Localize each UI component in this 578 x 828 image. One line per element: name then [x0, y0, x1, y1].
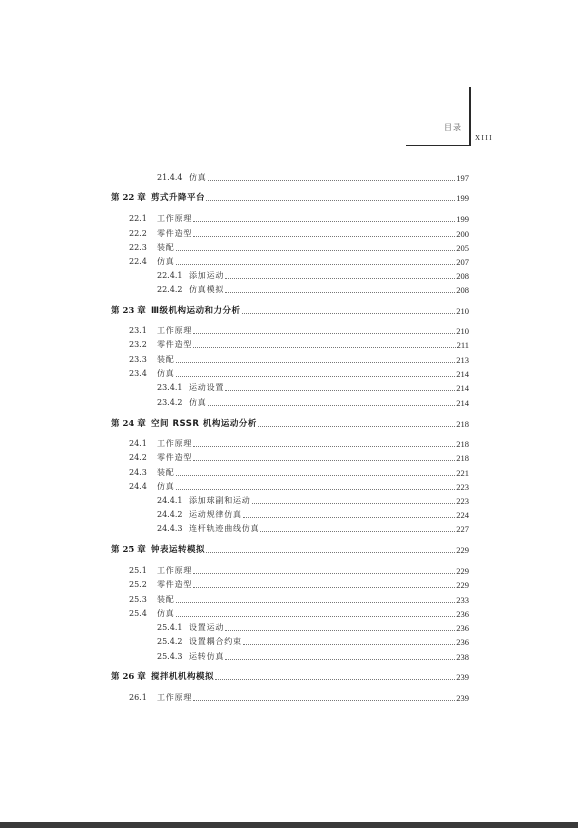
toc-entry-page: 233 [456, 595, 469, 605]
toc-entry-title: 装配 [157, 355, 175, 364]
toc-entry-page: 229 [456, 580, 469, 590]
toc-dot-leader [176, 250, 456, 251]
toc-section-entry [129, 212, 469, 226]
toc-section-entry [129, 451, 469, 465]
toc-entry-title: 工作原理 [157, 326, 193, 335]
toc-dot-leader [193, 347, 455, 348]
toc-entry-title: 装配 [157, 243, 175, 252]
toc-dot-leader [176, 489, 456, 490]
toc-entry-page: 199 [456, 214, 469, 224]
toc-dot-leader [176, 602, 456, 603]
toc-entry-page: 238 [456, 652, 469, 662]
toc-dot-leader [208, 180, 456, 181]
toc-entry-page: 236 [456, 637, 469, 647]
toc-dot-leader [225, 390, 455, 391]
toc-entry-title: 工作原理 [157, 439, 193, 448]
toc-entry-page: 199 [456, 193, 469, 203]
toc-dot-leader [225, 659, 455, 660]
toc-chapter-entry [111, 543, 469, 557]
toc-subsection-entry [157, 522, 469, 536]
toc-entry-number: 21.4.4 [157, 173, 183, 182]
toc-entry-page: 218 [456, 419, 469, 429]
toc-entry-title: Ⅲ级机构运动和力分析 [151, 306, 241, 316]
toc-entry-number: 25.4.1 [157, 623, 183, 632]
toc-subsection-entry [157, 621, 469, 635]
toc-entry-number: 24.4.2 [157, 510, 183, 519]
toc-entry-number: 24.4.3 [157, 524, 183, 533]
toc-entry-number: 23.4 [129, 369, 147, 378]
toc-entry-page: 211 [456, 340, 469, 350]
toc-dot-leader [176, 616, 456, 617]
toc-chapter-entry [111, 670, 469, 684]
toc-entry-title: 搅拌机机构模拟 [151, 672, 215, 682]
toc-entry-number: 22.3 [129, 243, 147, 252]
toc-entry-number: 24.1 [129, 439, 147, 448]
toc-entry-title: 零件造型 [157, 453, 193, 462]
toc-section-entry [129, 578, 469, 592]
toc-dot-leader [176, 475, 456, 476]
toc-entry-title: 装配 [157, 595, 175, 604]
toc-entry-page: 223 [456, 496, 469, 506]
toc-entry-title: 仿真 [189, 173, 207, 182]
toc-section-entry [129, 480, 469, 494]
toc-dot-leader [176, 362, 456, 363]
toc-entry-title: 装配 [157, 468, 175, 477]
toc-entry-page: 200 [456, 229, 469, 239]
toc-section-entry [129, 255, 469, 269]
toc-subsection-entry [157, 635, 469, 649]
toc-entry-number: 24.4 [129, 482, 147, 491]
toc-entry-title: 剪式升降平台 [151, 193, 206, 203]
toc-entry-title: 仿真 [157, 482, 175, 491]
toc-section-entry [129, 367, 469, 381]
page-number: XIII [475, 134, 494, 142]
toc-entry-number: 23.2 [129, 340, 147, 349]
toc-chapter-entry [111, 191, 469, 205]
toc-entry-title: 钟表运转模拟 [151, 545, 206, 555]
toc-entry-number: 第 25 章 [111, 545, 146, 555]
toc-subsection-entry [157, 171, 469, 185]
toc-entry-page: 218 [456, 439, 469, 449]
toc-entry-page: 214 [456, 383, 469, 393]
toc-chapter-entry [111, 417, 469, 431]
toc-entry-number: 24.3 [129, 468, 147, 477]
toc-entry-page: 210 [456, 326, 469, 336]
toc-section-entry [129, 241, 469, 255]
toc-chapter-entry [111, 304, 469, 318]
toc-entry-number: 25.4 [129, 609, 147, 618]
toc-dot-leader [225, 278, 455, 279]
toc-entry-page: 218 [456, 453, 469, 463]
toc-entry-number: 25.3 [129, 595, 147, 604]
toc-dot-leader [176, 264, 456, 265]
toc-entry-title: 连杆轨迹曲线仿真 [189, 524, 260, 533]
toc-entry-page: 205 [456, 243, 469, 253]
toc-entry-number: 25.1 [129, 566, 147, 575]
toc-entry-title: 运动设置 [189, 383, 225, 392]
toc-entry-title: 添加球副和运动 [189, 496, 251, 505]
toc-dot-leader [208, 405, 456, 406]
toc-dot-leader [176, 376, 456, 377]
toc-dot-leader [193, 221, 455, 222]
toc-subsection-entry [157, 283, 469, 297]
toc-dot-leader [260, 531, 455, 532]
toc-dot-leader [206, 200, 455, 201]
toc-entry-page: 227 [456, 524, 469, 534]
toc-dot-leader [243, 644, 455, 645]
toc-entry-page: 197 [456, 173, 469, 183]
toc-entry-page: 224 [456, 510, 469, 520]
toc-section-entry [129, 607, 469, 621]
toc-entry-page: 207 [456, 257, 469, 267]
toc-entry-number: 25.2 [129, 580, 147, 589]
toc-section-entry [129, 338, 469, 352]
toc-entry-title: 仿真 [189, 398, 207, 407]
toc-dot-leader [193, 460, 455, 461]
toc-dot-leader [225, 630, 455, 631]
running-header-title: 目录 [444, 123, 462, 132]
toc-entry-title: 仿真模拟 [189, 285, 225, 294]
toc-entry-number: 24.2 [129, 453, 147, 462]
toc-entry-page: 208 [456, 271, 469, 281]
toc-dot-leader [193, 587, 455, 588]
toc-entry-title: 零件造型 [157, 229, 193, 238]
toc-entry-page: 223 [456, 482, 469, 492]
toc-entry-title: 工作原理 [157, 214, 193, 223]
toc-entry-page: 239 [456, 693, 469, 703]
toc-entry-number: 23.3 [129, 355, 147, 364]
toc-entry-page: 210 [456, 306, 469, 316]
toc-dot-leader [193, 333, 455, 334]
toc-entry-number: 第 24 章 [111, 419, 146, 429]
toc-dot-leader [193, 446, 455, 447]
toc-entry-number: 25.4.3 [157, 652, 183, 661]
toc-section-entry [129, 466, 469, 480]
toc-entry-number: 22.4 [129, 257, 147, 266]
toc-section-entry [129, 437, 469, 451]
toc-entry-title: 运动规律仿真 [189, 510, 242, 519]
toc-dot-leader [215, 679, 455, 680]
toc-dot-leader [193, 573, 455, 574]
toc-subsection-entry [157, 508, 469, 522]
toc-entry-number: 23.1 [129, 326, 147, 335]
toc-entry-title: 工作原理 [157, 566, 193, 575]
toc-entry-page: 214 [456, 369, 469, 379]
toc-entry-page: 236 [456, 609, 469, 619]
toc-entry-title: 零件造型 [157, 340, 193, 349]
toc-subsection-entry [157, 269, 469, 283]
bottom-border-bar [0, 822, 578, 828]
toc-dot-leader [193, 700, 455, 701]
toc-entry-number: 24.4.1 [157, 496, 183, 505]
toc-dot-leader [206, 552, 455, 553]
toc-entry-title: 仿真 [157, 609, 175, 618]
toc-entry-page: 229 [456, 545, 469, 555]
toc-dot-leader [193, 236, 455, 237]
toc-entry-number: 第 23 章 [111, 306, 146, 316]
toc-entry-page: 208 [456, 285, 469, 295]
toc-entry-page: 221 [456, 468, 469, 478]
toc-dot-leader [225, 292, 455, 293]
toc-entry-number: 22.4.2 [157, 285, 183, 294]
toc-entry-number: 22.1 [129, 214, 147, 223]
toc-section-entry [129, 324, 469, 338]
toc-entry-number: 第 22 章 [111, 193, 146, 203]
toc-entry-title: 仿真 [157, 369, 175, 378]
toc-dot-leader [252, 503, 456, 504]
toc-section-entry [129, 227, 469, 241]
toc-entry-number: 23.4.1 [157, 383, 183, 392]
toc-entry-title: 运转仿真 [189, 652, 225, 661]
toc-entry-number: 第 26 章 [111, 672, 146, 682]
toc-entry-number: 22.4.1 [157, 271, 183, 280]
toc-entry-page: 229 [456, 566, 469, 576]
toc-section-entry [129, 593, 469, 607]
toc-entry-number: 23.4.2 [157, 398, 183, 407]
toc-entry-title: 设置运动 [189, 623, 225, 632]
toc-dot-leader [258, 426, 455, 427]
toc-section-entry [129, 564, 469, 578]
toc-entry-title: 零件造型 [157, 580, 193, 589]
toc-entry-title: 仿真 [157, 257, 175, 266]
toc-subsection-entry [157, 650, 469, 664]
toc-entry-page: 236 [456, 623, 469, 633]
toc-dot-leader [242, 313, 456, 314]
toc-entry-page: 239 [456, 672, 469, 682]
toc-entry-title: 设置耦合约束 [189, 637, 242, 646]
toc-section-entry [129, 691, 469, 705]
toc-entry-number: 25.4.2 [157, 637, 183, 646]
toc-entry-title: 空间 RSSR 机构运动分析 [151, 419, 257, 429]
toc-dot-leader [243, 517, 455, 518]
toc-entry-title: 添加运动 [189, 271, 225, 280]
toc-subsection-entry [157, 494, 469, 508]
toc-subsection-entry [157, 396, 469, 410]
toc-subsection-entry [157, 381, 469, 395]
toc-entry-page: 213 [456, 355, 469, 365]
toc-entry-page: 214 [456, 398, 469, 408]
toc-entry-number: 26.1 [129, 693, 147, 702]
toc-entry-title: 工作原理 [157, 693, 193, 702]
toc-section-entry [129, 353, 469, 367]
toc-entry-number: 22.2 [129, 229, 147, 238]
